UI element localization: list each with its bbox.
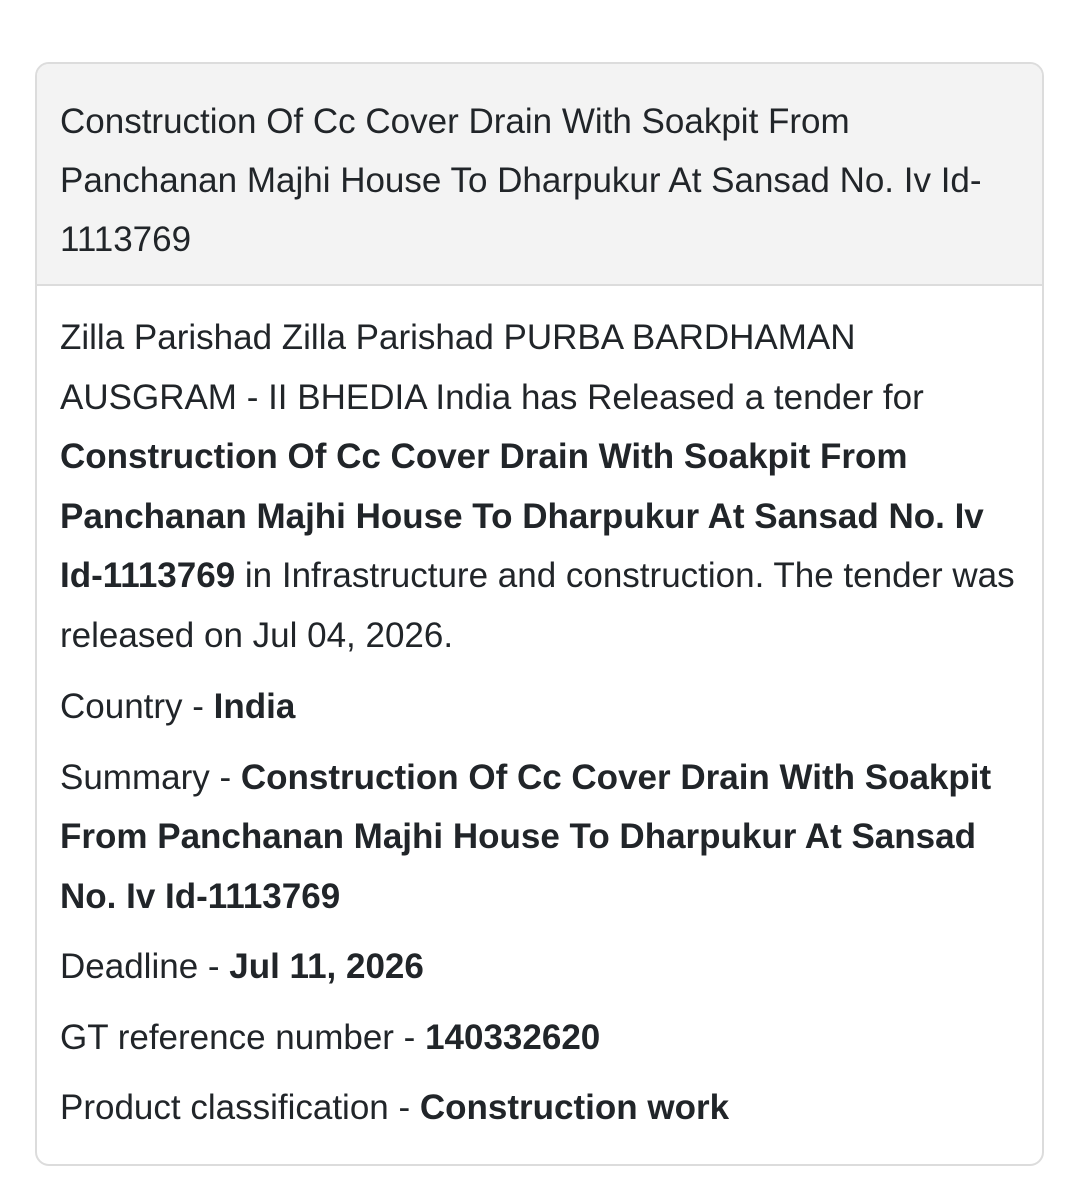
description-suffix: in Infrastructure and construction. The tender was released on Jul 04, 2026.: [60, 556, 1015, 655]
deadline-field: [60, 937, 1018, 997]
summary-field: [60, 748, 1018, 927]
tender-description: [60, 308, 1018, 665]
product-classification-label: Product classification -: [60, 1088, 420, 1127]
product-classification-field: [60, 1078, 1018, 1138]
summary-label: Summary -: [60, 757, 241, 797]
country-field: [60, 677, 1018, 737]
country-value: India: [213, 687, 296, 726]
tender-title: Construction Of Cc Cover Drain With Soakpit From Panchanan Majhi House To Dharpukur At Sansad No. Iv Id-1113769: [37, 64, 1042, 286]
tender-card: [35, 62, 1044, 1166]
gt-reference-field: [60, 1008, 1018, 1068]
summary-value: Construction Of Cc Cover Drain With Soakpit From Panchanan Majhi House To Dharpukur At Sansad No. Iv Id-1113769: [60, 757, 992, 916]
country-label: Country -: [60, 687, 214, 726]
deadline-label: Deadline -: [60, 947, 230, 986]
gt-reference-label: GT reference number -: [60, 1017, 426, 1057]
description-prefix: Zilla Parishad Zilla Parishad PURBA BARDHAMAN AUSGRAM - II BHEDIA India has Released a tender for: [60, 318, 924, 417]
product-classification-value: Construction work: [419, 1088, 730, 1127]
deadline-value: Jul 11, 2026: [229, 947, 424, 986]
gt-reference-value: 140332620: [425, 1017, 601, 1057]
tender-details: [37, 286, 1042, 1138]
description-title: Construction Of Cc Cover Drain With Soakpit From Panchanan Majhi House To Dharpukur At Sansad No. Iv Id-1113769: [60, 437, 984, 595]
